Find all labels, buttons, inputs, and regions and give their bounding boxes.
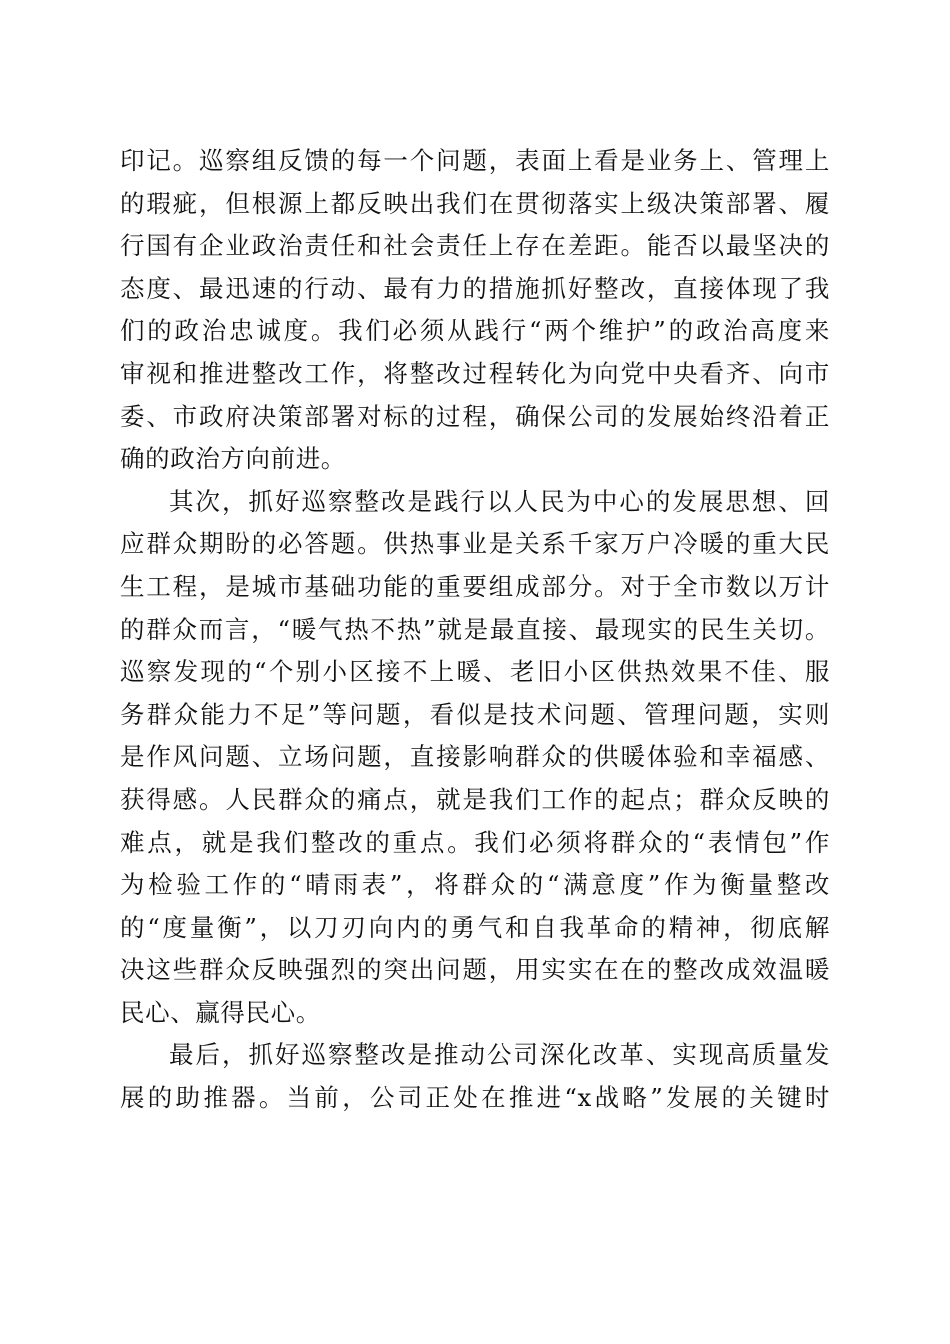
text-line: 印记。巡察组反馈的每一个问题，表面上看是业务上、管理上	[120, 146, 830, 175]
text-line: 确的政治方向前进。	[120, 444, 346, 474]
text-line: 生工程，是城市基础功能的重要组成部分。对于全市数以万计	[120, 571, 830, 601]
text-line: 们的政治忠诚度。我们必须从践行“两个维护”的政治高度来	[120, 316, 830, 346]
text-line: 务群众能力不足”等问题，看似是技术问题、管理问题，实则	[120, 699, 830, 729]
text-line: 获得感。人民群众的痛点，就是我们工作的起点；群众反映的	[120, 784, 830, 814]
text-line: 行国有企业政治责任和社会责任上存在差距。能否以最坚决的	[120, 231, 830, 261]
text-line: 民心、赢得民心。	[120, 997, 321, 1027]
paragraph-1	[120, 140, 830, 481]
text-line: 的“度量衡”，以刀刃向内的勇气和自我革命的精神，彻底解	[120, 912, 830, 942]
text-line: 的群众而言，“暖气热不热”就是最直接、最现实的民生关切。	[120, 614, 830, 644]
paragraph-2	[120, 481, 830, 1035]
paragraph-3	[120, 1034, 830, 1119]
text-line: 难点，就是我们整改的重点。我们必须将群众的“表情包”作	[120, 827, 830, 857]
document-body	[120, 140, 830, 1120]
text-line: 态度、最迅速的行动、最有力的措施抓好整改，直接体现了我	[120, 273, 830, 303]
text-line: 审视和推进整改工作，将整改过程转化为向党中央看齐、向市	[120, 358, 830, 388]
text-line: 应群众期盼的必答题。供热事业是关系千家万户冷暖的重大民	[120, 529, 830, 559]
text-line: 的瑕疵，但根源上都反映出我们在贯彻落实上级决策部署、履	[120, 188, 830, 218]
text-line: 是作风问题、立场问题，直接影响群众的供暖体验和幸福感、	[120, 742, 830, 772]
text-line: 巡察发现的“个别小区接不上暖、老旧小区供热效果不佳、服	[120, 657, 830, 687]
text-line: 为检验工作的“晴雨表”，将群众的“满意度”作为衡量整改	[120, 870, 830, 900]
text-line: 委、市政府决策部署对标的过程，确保公司的发展始终沿着正	[120, 401, 830, 431]
text-line: 最后，抓好巡察整改是推动公司深化改革、实现高质量发	[169, 1040, 830, 1070]
text-line: 决这些群众反映强烈的突出问题，用实实在在的整改成效温暖	[120, 955, 830, 985]
text-line: 其次，抓好巡察整改是践行以人民为中心的发展思想、回	[169, 486, 830, 516]
text-line: 展的助推器。当前，公司正处在推进“x战略”发展的关键时	[120, 1083, 830, 1113]
